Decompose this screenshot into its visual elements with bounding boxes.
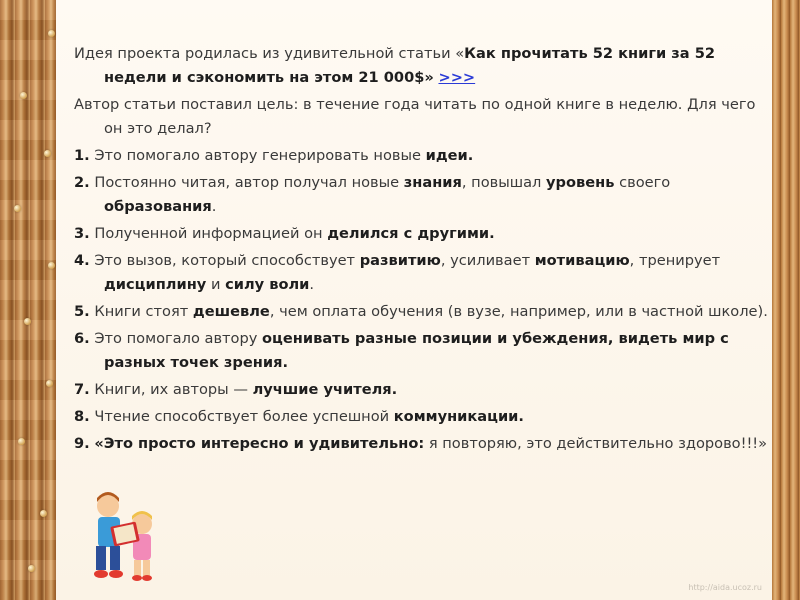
reason-text: . bbox=[211, 198, 217, 215]
left-decorative-border bbox=[0, 0, 56, 600]
reason-keyword: силу воли bbox=[225, 276, 310, 293]
reason-text: . bbox=[309, 276, 315, 293]
reason-number: 5. bbox=[74, 303, 90, 320]
reason-number: 6. bbox=[74, 330, 90, 347]
reason-number: 2. bbox=[74, 174, 90, 191]
reason-number: 7. bbox=[74, 381, 90, 398]
reason-keyword: коммуникации. bbox=[393, 408, 524, 425]
watermark: http://aida.ucoz.ru bbox=[688, 583, 762, 592]
reason-keyword: дисциплину bbox=[104, 276, 207, 293]
reason-text: Книги, их авторы — bbox=[89, 381, 253, 398]
right-decorative-border bbox=[772, 0, 800, 600]
reason-text: Полученной информацией он bbox=[89, 225, 328, 242]
reason-item bbox=[74, 405, 774, 429]
reason-text: , повышал bbox=[461, 174, 547, 191]
kids-reading-illustration bbox=[86, 484, 166, 584]
reason-item bbox=[74, 171, 774, 219]
reason-keyword: лучшие учителя. bbox=[252, 381, 398, 398]
reason-keyword: мотивацию bbox=[534, 252, 630, 269]
reason-keyword: дешевле bbox=[192, 303, 270, 320]
reason-number: 3. bbox=[74, 225, 90, 242]
reason-item bbox=[74, 144, 774, 168]
article-title: Как прочитать 52 книги за 52 недели и сэкономить на этом 21 000$» bbox=[104, 45, 716, 86]
reason-keyword: идеи. bbox=[425, 147, 474, 164]
reason-keyword: развитию bbox=[359, 252, 441, 269]
goal-paragraph: Автор статьи поставил цель: в течение года читать по одной книге в неделю. Для чего он это делал? bbox=[74, 96, 756, 137]
reason-keyword: оценивать разные позиции и убеждения, видеть мир с разных точек зрения. bbox=[104, 330, 729, 371]
reason-keyword: уровень bbox=[546, 174, 615, 191]
reason-text: Постоянно читая, автор получал новые bbox=[89, 174, 404, 191]
reason-keyword: знания bbox=[403, 174, 462, 191]
reason-item bbox=[74, 432, 774, 456]
reason-text: Книги стоят bbox=[89, 303, 193, 320]
reason-item bbox=[74, 222, 774, 246]
reason-number: 4. bbox=[74, 252, 90, 269]
reason-keyword: делился с другими. bbox=[327, 225, 495, 242]
reason-number: 1. bbox=[74, 147, 90, 164]
intro-text: Идея проекта родилась из удивительной статьи « bbox=[74, 45, 465, 62]
reason-item bbox=[74, 378, 774, 402]
slide-text bbox=[74, 42, 774, 459]
reasons-list bbox=[74, 144, 774, 456]
reason-item bbox=[74, 249, 774, 297]
reason-number: 8. bbox=[74, 408, 90, 425]
reason-text: Это вызов, который способствует bbox=[89, 252, 360, 269]
intro-paragraph bbox=[74, 42, 774, 90]
reason-text: я повторяю, это действительно здорово!!!» bbox=[424, 435, 768, 452]
reason-text: Это помогало автору bbox=[89, 330, 263, 347]
reason-keyword: «Это просто интересно и удивительно: bbox=[94, 435, 425, 452]
reason-keyword: образования bbox=[104, 198, 212, 215]
reason-text: , чем оплата обучения (в вузе, например, или в частной школе). bbox=[269, 303, 768, 320]
reason-text: и bbox=[206, 276, 226, 293]
reason-text: своего bbox=[614, 174, 671, 191]
reason-text: Чтение способствует более успешной bbox=[89, 408, 394, 425]
reason-item bbox=[74, 300, 774, 324]
reason-text: , тренирует bbox=[629, 252, 721, 269]
reason-item bbox=[74, 327, 774, 375]
reason-text: , усиливает bbox=[440, 252, 535, 269]
article-link[interactable]: >>> bbox=[438, 69, 476, 86]
reason-text: Это помогало автору генерировать новые bbox=[89, 147, 426, 164]
reason-number: 9. bbox=[74, 435, 90, 452]
